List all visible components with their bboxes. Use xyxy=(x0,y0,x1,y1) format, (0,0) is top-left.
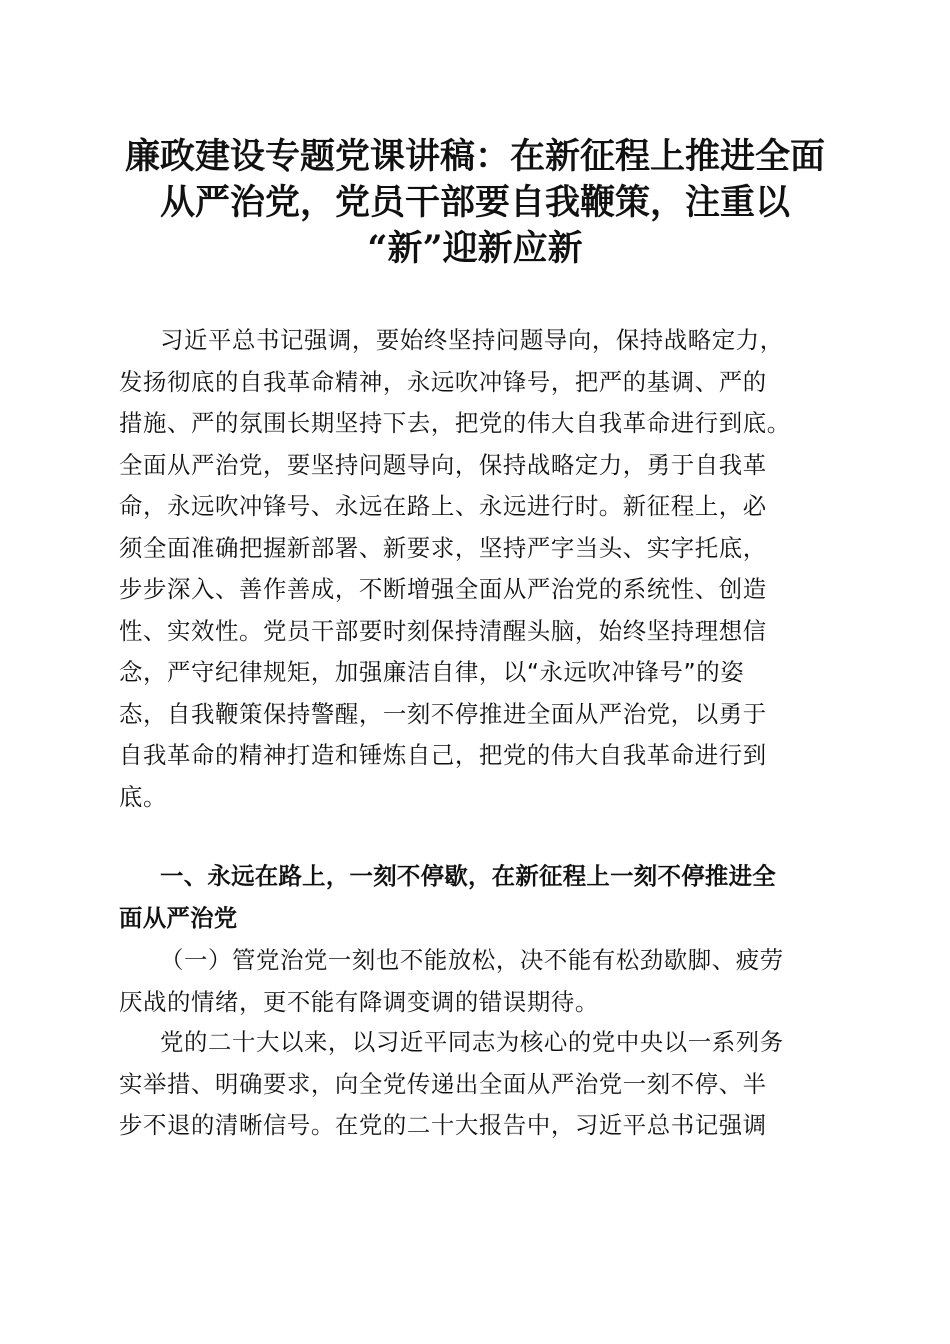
title-line: 从严治党，党员干部要自我鞭策，注重以 xyxy=(159,182,790,223)
text-line: 全面从严治党，要坚持问题导向，保持战略定力，勇于自我革 xyxy=(119,450,767,479)
text-line: 步步深入、善作善成，不断增强全面从严治党的系统性、创造 xyxy=(119,575,767,603)
heading-line: 一、永远在路上，一刻不停歇，在新征程上一刻不停推进全 xyxy=(160,862,776,890)
subsection-paragraph xyxy=(119,940,829,1023)
text-line: 发扬彻底的自我革命精神，永远吹冲锋号，把严的基调、严的 xyxy=(119,367,767,396)
text-line: 实举措、明确要求，向全党传递出全面从严治党一刻不停、半 xyxy=(119,1069,767,1098)
body-paragraph xyxy=(119,1022,829,1147)
text-line: 须全面准确把握新部署、新要求，坚持严字当头、实字托底， xyxy=(119,533,767,562)
title-line: “新”迎新应新 xyxy=(367,228,583,269)
text-line: 步不退的清晰信号。在党的二十大报告中，习近平总书记强调 xyxy=(119,1111,767,1139)
intro-paragraph xyxy=(119,320,829,818)
text-line: 厌战的情绪，更不能有降调变调的错误期待。 xyxy=(119,987,599,1016)
text-line: 自我革命的精神打造和锤炼自己，把党的伟大自我革命进行到 xyxy=(119,741,767,769)
document-title xyxy=(110,134,840,272)
text-line: （一）管党治党一刻也不能放松，决不能有松劲歇脚、疲劳 xyxy=(160,946,784,974)
text-line: 念，严守纪律规矩，加强廉洁自律，以“永远吹冲锋号”的姿 xyxy=(119,658,745,686)
heading-line: 面从严治党 xyxy=(119,903,238,932)
text-line: 习近平总书记强调，要始终坚持问题导向，保持战略定力， xyxy=(160,326,784,354)
title-line: 廉政建设专题党课讲稿：在新征程上推进全面 xyxy=(124,136,825,177)
section-heading xyxy=(119,856,829,939)
text-line: 党的二十大以来，以习近平同志为核心的党中央以一系列务 xyxy=(160,1028,784,1056)
text-line: 性、实效性。党员干部要时刻保持清醒头脑，始终坚持理想信 xyxy=(119,616,767,645)
text-line: 态，自我鞭策保持警醒，一刻不停推进全面从严治党，以勇于 xyxy=(119,699,767,728)
text-line: 措施、严的氛围长期坚持下去，把党的伟大自我革命进行到底。 xyxy=(119,409,791,437)
text-line: 底。 xyxy=(119,782,167,811)
text-line: 命，永远吹冲锋号、永远在路上、永远进行时。新征程上，必 xyxy=(119,492,767,520)
